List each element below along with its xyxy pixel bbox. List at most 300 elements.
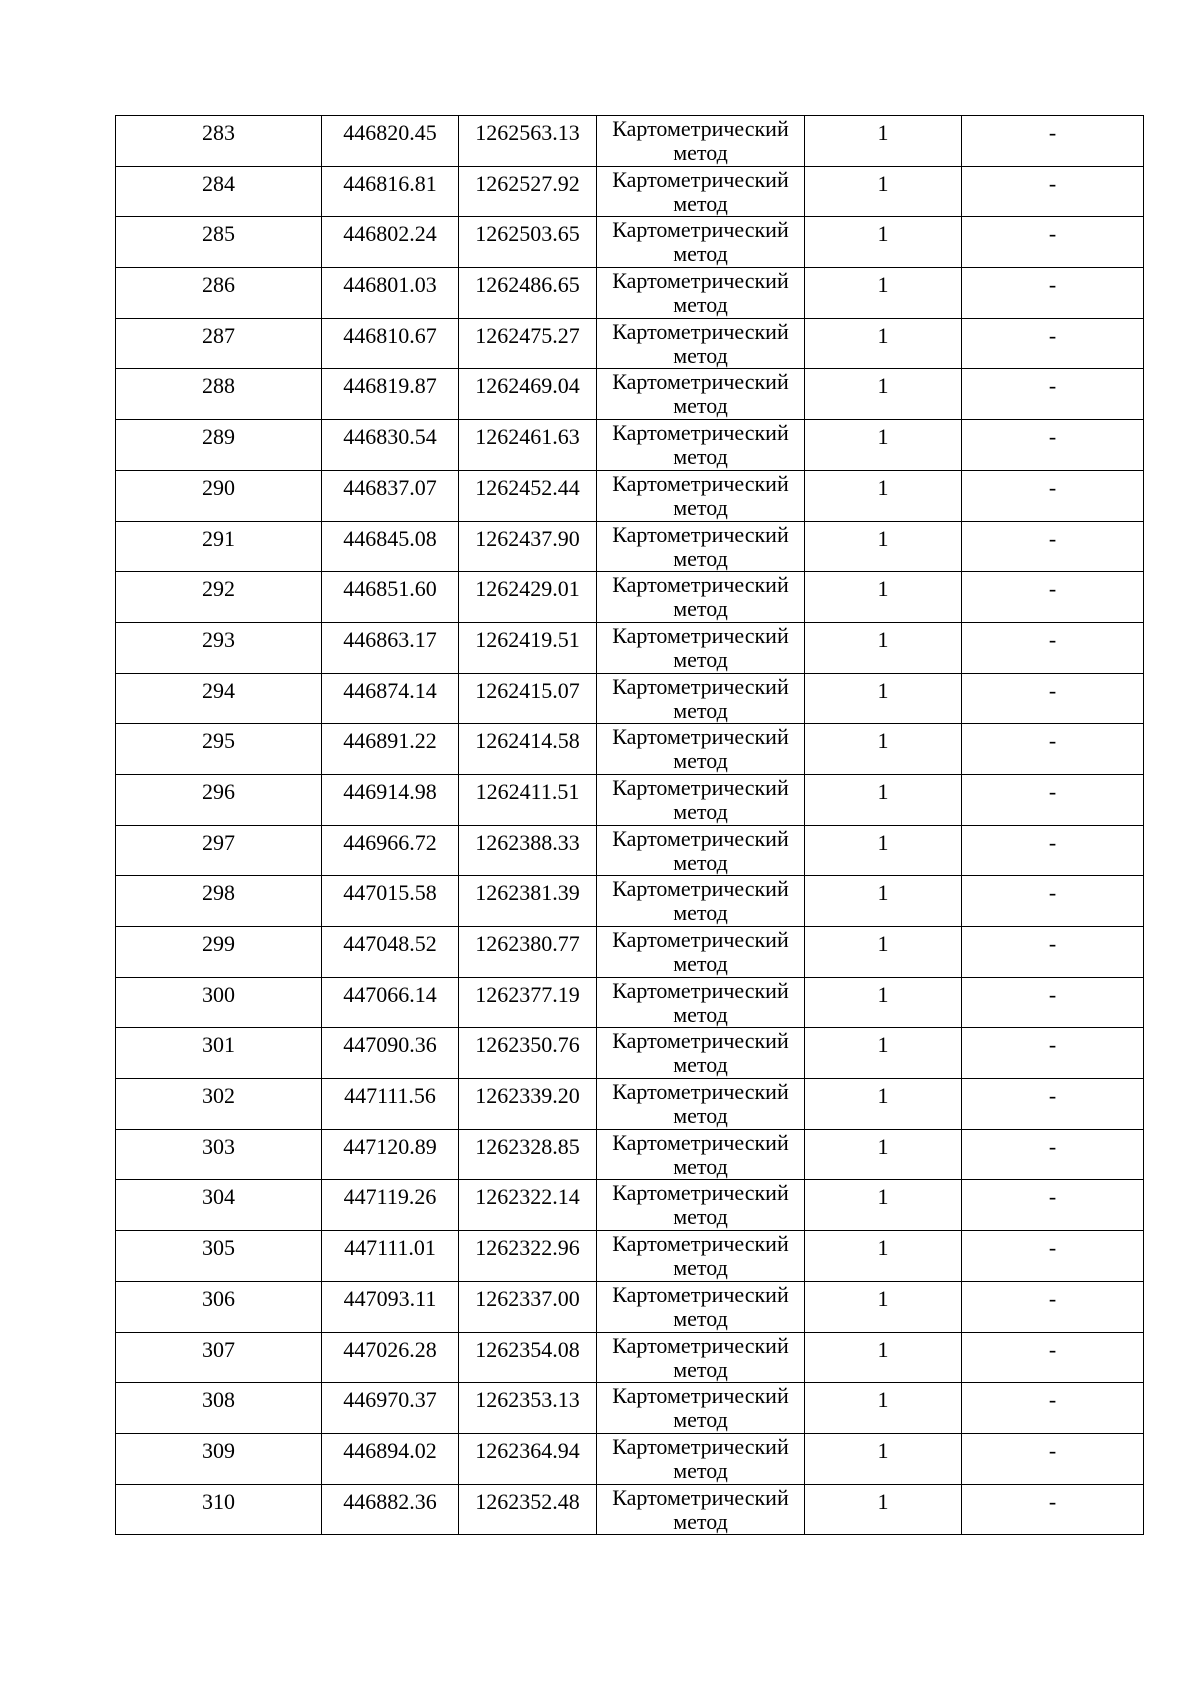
accuracy-cell-text: 1 — [877, 525, 889, 551]
note-cell — [962, 166, 1144, 217]
method-cell — [597, 420, 805, 471]
y-coordinate-cell — [459, 1231, 597, 1282]
method-cell — [597, 217, 805, 268]
x-coordinate-cell — [322, 673, 459, 724]
table-row — [116, 825, 1144, 876]
point-number-cell — [116, 217, 322, 268]
accuracy-cell-text: 1 — [877, 1488, 889, 1514]
table-row — [116, 1180, 1144, 1231]
x-coordinate-cell-text: 446891.22 — [343, 728, 437, 754]
x-coordinate-cell-text: 447026.28 — [343, 1336, 437, 1362]
point-number-cell-text: 289 — [202, 424, 235, 450]
accuracy-cell-text: 1 — [877, 931, 889, 956]
accuracy-cell — [805, 825, 962, 876]
table-row — [116, 1332, 1144, 1383]
x-coordinate-cell — [322, 1433, 459, 1484]
y-coordinate-cell — [459, 977, 597, 1028]
method-cell — [597, 521, 805, 572]
accuracy-cell — [805, 1383, 962, 1434]
note-cell — [962, 1484, 1144, 1535]
note-cell-text: - — [1048, 880, 1057, 906]
method-cell-text: Картометрический метод — [612, 724, 789, 774]
point-number-cell — [116, 724, 322, 775]
point-number-cell — [116, 268, 322, 319]
point-number-cell-text: 284 — [202, 170, 235, 196]
x-coordinate-cell-text: 446837.07 — [343, 474, 437, 500]
note-cell — [962, 1231, 1144, 1282]
note-cell — [962, 116, 1144, 167]
point-number-cell-text: 293 — [202, 626, 235, 652]
accuracy-cell — [805, 876, 962, 927]
method-cell — [597, 825, 805, 876]
note-cell — [962, 825, 1144, 876]
method-cell — [597, 1231, 805, 1282]
accuracy-cell-text: 1 — [877, 474, 889, 500]
method-cell — [597, 470, 805, 521]
table-row — [116, 318, 1144, 369]
method-cell-text: Картометрический метод — [612, 774, 789, 824]
x-coordinate-cell-text: 446845.08 — [343, 525, 437, 551]
x-coordinate-cell-text: 447090.36 — [343, 1032, 437, 1058]
accuracy-cell — [805, 369, 962, 420]
accuracy-cell — [805, 217, 962, 268]
method-cell-text: Картометрический метод — [612, 977, 789, 1027]
note-cell-text: - — [1048, 120, 1057, 145]
accuracy-cell — [805, 268, 962, 319]
method-cell — [597, 1332, 805, 1383]
x-coordinate-cell — [322, 572, 459, 623]
accuracy-cell — [805, 1332, 962, 1383]
note-cell-text: - — [1048, 170, 1057, 196]
method-cell-text: Картометрический метод — [612, 470, 789, 520]
y-coordinate-cell — [459, 420, 597, 471]
note-cell-text: - — [1048, 1083, 1057, 1109]
accuracy-cell — [805, 116, 962, 167]
point-number-cell-text: 306 — [202, 1285, 235, 1311]
note-cell — [962, 774, 1144, 825]
point-number-cell-text: 308 — [202, 1387, 235, 1413]
table-row — [116, 1231, 1144, 1282]
method-cell-text: Картометрический метод — [612, 369, 789, 419]
y-coordinate-cell — [459, 217, 597, 268]
coordinates-table-body — [116, 116, 1144, 1535]
accuracy-cell-text: 1 — [877, 170, 889, 196]
point-number-cell — [116, 1231, 322, 1282]
y-coordinate-cell — [459, 116, 597, 167]
method-cell — [597, 318, 805, 369]
x-coordinate-cell — [322, 420, 459, 471]
note-cell — [962, 369, 1144, 420]
note-cell-text: - — [1048, 1336, 1057, 1362]
table-row — [116, 1079, 1144, 1130]
x-coordinate-cell — [322, 166, 459, 217]
point-number-cell-text: 301 — [202, 1032, 235, 1058]
point-number-cell — [116, 1484, 322, 1535]
y-coordinate-cell-text: 1262322.14 — [475, 1184, 580, 1210]
method-cell — [597, 977, 805, 1028]
accuracy-cell-text: 1 — [877, 1083, 889, 1109]
note-cell-text: - — [1048, 981, 1057, 1007]
table-row — [116, 1433, 1144, 1484]
point-number-cell — [116, 166, 322, 217]
note-cell-text: - — [1048, 1437, 1057, 1463]
y-coordinate-cell-text: 1262354.08 — [475, 1336, 580, 1362]
method-cell-text: Картометрический метод — [612, 116, 789, 165]
point-number-cell-text: 300 — [202, 981, 235, 1007]
y-coordinate-cell — [459, 1180, 597, 1231]
accuracy-cell-text: 1 — [877, 677, 889, 703]
y-coordinate-cell-text: 1262352.48 — [475, 1488, 580, 1514]
note-cell — [962, 876, 1144, 927]
note-cell — [962, 724, 1144, 775]
method-cell-text: Картометрический метод — [612, 521, 789, 571]
method-cell-text: Картометрический метод — [612, 1332, 789, 1382]
x-coordinate-cell-text: 447111.01 — [344, 1235, 436, 1261]
x-coordinate-cell-text: 447111.56 — [344, 1083, 436, 1109]
accuracy-cell-text: 1 — [877, 981, 889, 1007]
note-cell — [962, 318, 1144, 369]
y-coordinate-cell-text: 1262388.33 — [475, 829, 580, 855]
table-row — [116, 369, 1144, 420]
accuracy-cell — [805, 774, 962, 825]
method-cell-text: Картометрический метод — [612, 1484, 789, 1534]
accuracy-cell-text: 1 — [877, 778, 889, 804]
note-cell-text: - — [1048, 221, 1057, 247]
point-number-cell — [116, 927, 322, 978]
accuracy-cell-text: 1 — [877, 272, 889, 298]
method-cell-text: Картометрический метод — [612, 876, 789, 926]
note-cell — [962, 1281, 1144, 1332]
x-coordinate-cell — [322, 318, 459, 369]
y-coordinate-cell — [459, 318, 597, 369]
y-coordinate-cell — [459, 724, 597, 775]
y-coordinate-cell — [459, 1332, 597, 1383]
accuracy-cell-text: 1 — [877, 221, 889, 247]
note-cell — [962, 927, 1144, 978]
accuracy-cell-text: 1 — [877, 626, 889, 652]
accuracy-cell — [805, 521, 962, 572]
method-cell-text: Картометрический метод — [612, 166, 789, 216]
note-cell-text: - — [1048, 1032, 1057, 1058]
method-cell-text: Картометрический метод — [612, 927, 789, 976]
point-number-cell-text: 307 — [202, 1336, 235, 1362]
point-number-cell — [116, 1281, 322, 1332]
note-cell-text: - — [1048, 373, 1057, 399]
point-number-cell-text: 296 — [202, 778, 235, 804]
x-coordinate-cell-text: 446810.67 — [343, 322, 437, 348]
point-number-cell-text: 302 — [202, 1083, 235, 1109]
x-coordinate-cell-text: 446816.81 — [343, 170, 437, 196]
table-row — [116, 217, 1144, 268]
method-cell — [597, 268, 805, 319]
accuracy-cell — [805, 470, 962, 521]
x-coordinate-cell-text: 447093.11 — [343, 1285, 437, 1311]
y-coordinate-cell — [459, 521, 597, 572]
note-cell-text: - — [1048, 1488, 1057, 1514]
method-cell — [597, 1433, 805, 1484]
x-coordinate-cell-text: 447015.58 — [343, 880, 437, 906]
x-coordinate-cell — [322, 1079, 459, 1130]
x-coordinate-cell — [322, 1281, 459, 1332]
accuracy-cell-text: 1 — [877, 424, 889, 450]
method-cell — [597, 116, 805, 167]
y-coordinate-cell-text: 1262411.51 — [475, 778, 580, 804]
y-coordinate-cell-text: 1262452.44 — [475, 474, 580, 500]
method-cell-text: Картометрический метод — [612, 217, 789, 267]
note-cell-text: - — [1048, 474, 1057, 500]
table-row — [116, 1028, 1144, 1079]
point-number-cell — [116, 774, 322, 825]
point-number-cell-text: 283 — [202, 120, 235, 145]
table-row — [116, 977, 1144, 1028]
point-number-cell — [116, 825, 322, 876]
method-cell-text: Картометрический метод — [612, 1231, 789, 1281]
x-coordinate-cell-text: 447120.89 — [343, 1133, 437, 1159]
y-coordinate-cell — [459, 572, 597, 623]
x-coordinate-cell — [322, 876, 459, 927]
note-cell — [962, 1079, 1144, 1130]
method-cell — [597, 876, 805, 927]
x-coordinate-cell-text: 447119.26 — [343, 1184, 437, 1210]
note-cell — [962, 521, 1144, 572]
note-cell-text: - — [1048, 1184, 1057, 1210]
y-coordinate-cell-text: 1262486.65 — [475, 272, 580, 298]
y-coordinate-cell-text: 1262337.00 — [475, 1285, 580, 1311]
note-cell-text: - — [1048, 677, 1057, 703]
note-cell — [962, 1028, 1144, 1079]
accuracy-cell-text: 1 — [877, 576, 889, 602]
method-cell-text: Картометрический метод — [612, 825, 789, 875]
y-coordinate-cell — [459, 876, 597, 927]
y-coordinate-cell — [459, 1028, 597, 1079]
y-coordinate-cell — [459, 825, 597, 876]
accuracy-cell-text: 1 — [877, 1437, 889, 1463]
x-coordinate-cell — [322, 1231, 459, 1282]
y-coordinate-cell — [459, 369, 597, 420]
method-cell — [597, 1028, 805, 1079]
point-number-cell — [116, 318, 322, 369]
point-number-cell — [116, 1383, 322, 1434]
y-coordinate-cell — [459, 927, 597, 978]
x-coordinate-cell-text: 446851.60 — [343, 576, 437, 602]
note-cell-text: - — [1048, 778, 1057, 804]
y-coordinate-cell — [459, 1079, 597, 1130]
method-cell — [597, 927, 805, 978]
accuracy-cell — [805, 1079, 962, 1130]
point-number-cell — [116, 1180, 322, 1231]
y-coordinate-cell — [459, 268, 597, 319]
method-cell — [597, 1079, 805, 1130]
accuracy-cell — [805, 166, 962, 217]
point-number-cell — [116, 420, 322, 471]
x-coordinate-cell — [322, 927, 459, 978]
accuracy-cell — [805, 622, 962, 673]
accuracy-cell-text: 1 — [877, 1336, 889, 1362]
table-row — [116, 470, 1144, 521]
y-coordinate-cell — [459, 1433, 597, 1484]
note-cell — [962, 420, 1144, 471]
x-coordinate-cell-text: 446801.03 — [343, 272, 437, 298]
method-cell-text: Картометрический метод — [612, 622, 789, 672]
x-coordinate-cell — [322, 825, 459, 876]
method-cell — [597, 774, 805, 825]
note-cell-text: - — [1048, 1387, 1057, 1413]
note-cell-text: - — [1048, 931, 1057, 956]
accuracy-cell-text: 1 — [877, 120, 889, 145]
y-coordinate-cell — [459, 774, 597, 825]
y-coordinate-cell-text: 1262429.01 — [475, 576, 580, 602]
point-number-cell-text: 310 — [202, 1488, 235, 1514]
point-number-cell-text: 285 — [202, 221, 235, 247]
y-coordinate-cell — [459, 470, 597, 521]
table-row — [116, 116, 1144, 167]
point-number-cell — [116, 369, 322, 420]
x-coordinate-cell — [322, 1028, 459, 1079]
note-cell — [962, 1383, 1144, 1434]
y-coordinate-cell-text: 1262377.19 — [475, 981, 580, 1007]
note-cell — [962, 572, 1144, 623]
method-cell-text: Картометрический метод — [612, 572, 789, 622]
note-cell-text: - — [1048, 424, 1057, 450]
x-coordinate-cell-text: 446863.17 — [343, 626, 437, 652]
point-number-cell — [116, 977, 322, 1028]
method-cell-text: Картометрический метод — [612, 1281, 789, 1331]
point-number-cell — [116, 673, 322, 724]
point-number-cell-text: 292 — [202, 576, 235, 602]
point-number-cell-text: 295 — [202, 728, 235, 754]
y-coordinate-cell — [459, 1129, 597, 1180]
note-cell — [962, 268, 1144, 319]
note-cell-text: - — [1048, 272, 1057, 298]
method-cell — [597, 1180, 805, 1231]
y-coordinate-cell-text: 1262469.04 — [475, 373, 580, 399]
x-coordinate-cell — [322, 1129, 459, 1180]
y-coordinate-cell-text: 1262328.85 — [475, 1133, 580, 1159]
point-number-cell — [116, 622, 322, 673]
table-row — [116, 1129, 1144, 1180]
y-coordinate-cell — [459, 622, 597, 673]
note-cell — [962, 1129, 1144, 1180]
accuracy-cell-text: 1 — [877, 1285, 889, 1311]
accuracy-cell — [805, 1484, 962, 1535]
method-cell-text: Картометрический метод — [612, 1433, 789, 1483]
accuracy-cell-text: 1 — [877, 373, 889, 399]
x-coordinate-cell-text: 446966.72 — [343, 829, 437, 855]
point-number-cell — [116, 1079, 322, 1130]
x-coordinate-cell — [322, 1180, 459, 1231]
accuracy-cell-text: 1 — [877, 322, 889, 348]
method-cell — [597, 1129, 805, 1180]
method-cell-text: Картометрический метод — [612, 1180, 789, 1230]
note-cell-text: - — [1048, 728, 1057, 754]
x-coordinate-cell — [322, 217, 459, 268]
accuracy-cell-text: 1 — [877, 880, 889, 906]
x-coordinate-cell-text: 446802.24 — [343, 221, 437, 247]
y-coordinate-cell-text: 1262322.96 — [475, 1235, 580, 1261]
point-number-cell — [116, 1129, 322, 1180]
method-cell — [597, 1484, 805, 1535]
x-coordinate-cell-text: 446830.54 — [343, 424, 437, 450]
method-cell-text: Картометрический метод — [612, 1028, 789, 1078]
y-coordinate-cell-text: 1262419.51 — [475, 626, 580, 652]
note-cell — [962, 673, 1144, 724]
point-number-cell-text: 303 — [202, 1133, 235, 1159]
method-cell — [597, 572, 805, 623]
point-number-cell — [116, 1332, 322, 1383]
note-cell — [962, 217, 1144, 268]
y-coordinate-cell — [459, 166, 597, 217]
point-number-cell-text: 298 — [202, 880, 235, 906]
accuracy-cell-text: 1 — [877, 1387, 889, 1413]
note-cell-text: - — [1048, 576, 1057, 602]
accuracy-cell — [805, 977, 962, 1028]
point-number-cell-text: 299 — [202, 931, 235, 956]
point-number-cell — [116, 1433, 322, 1484]
accuracy-cell — [805, 673, 962, 724]
point-number-cell — [116, 572, 322, 623]
table-row — [116, 521, 1144, 572]
point-number-cell-text: 287 — [202, 322, 235, 348]
y-coordinate-cell — [459, 1383, 597, 1434]
x-coordinate-cell-text: 446914.98 — [343, 778, 437, 804]
x-coordinate-cell-text: 446882.36 — [343, 1488, 437, 1514]
table-row — [116, 927, 1144, 978]
x-coordinate-cell — [322, 724, 459, 775]
point-number-cell-text: 290 — [202, 474, 235, 500]
point-number-cell-text: 297 — [202, 829, 235, 855]
accuracy-cell — [805, 318, 962, 369]
accuracy-cell-text: 1 — [877, 829, 889, 855]
x-coordinate-cell — [322, 774, 459, 825]
y-coordinate-cell-text: 1262414.58 — [475, 728, 580, 754]
accuracy-cell — [805, 1180, 962, 1231]
note-cell — [962, 470, 1144, 521]
point-number-cell-text: 309 — [202, 1437, 235, 1463]
x-coordinate-cell-text: 447066.14 — [343, 981, 437, 1007]
table-row — [116, 622, 1144, 673]
y-coordinate-cell-text: 1262339.20 — [475, 1083, 580, 1109]
table-row — [116, 724, 1144, 775]
method-cell-text: Картометрический метод — [612, 268, 789, 318]
x-coordinate-cell — [322, 470, 459, 521]
y-coordinate-cell — [459, 1281, 597, 1332]
note-cell — [962, 1433, 1144, 1484]
y-coordinate-cell-text: 1262563.13 — [475, 120, 580, 145]
point-number-cell-text: 288 — [202, 373, 235, 399]
point-number-cell-text: 291 — [202, 525, 235, 551]
table-row — [116, 876, 1144, 927]
note-cell-text: - — [1048, 525, 1057, 551]
y-coordinate-cell-text: 1262461.63 — [475, 424, 580, 450]
note-cell-text: - — [1048, 1133, 1057, 1159]
method-cell-text: Картометрический метод — [612, 1383, 789, 1433]
y-coordinate-cell-text: 1262415.07 — [475, 677, 580, 703]
x-coordinate-cell-text: 446874.14 — [343, 677, 437, 703]
method-cell — [597, 724, 805, 775]
accuracy-cell — [805, 927, 962, 978]
point-number-cell — [116, 470, 322, 521]
note-cell — [962, 1180, 1144, 1231]
method-cell — [597, 1383, 805, 1434]
point-number-cell-text: 294 — [202, 677, 235, 703]
y-coordinate-cell-text: 1262380.77 — [475, 931, 580, 956]
table-row — [116, 572, 1144, 623]
point-number-cell — [116, 521, 322, 572]
accuracy-cell — [805, 1028, 962, 1079]
table-row — [116, 774, 1144, 825]
accuracy-cell — [805, 1231, 962, 1282]
method-cell — [597, 622, 805, 673]
